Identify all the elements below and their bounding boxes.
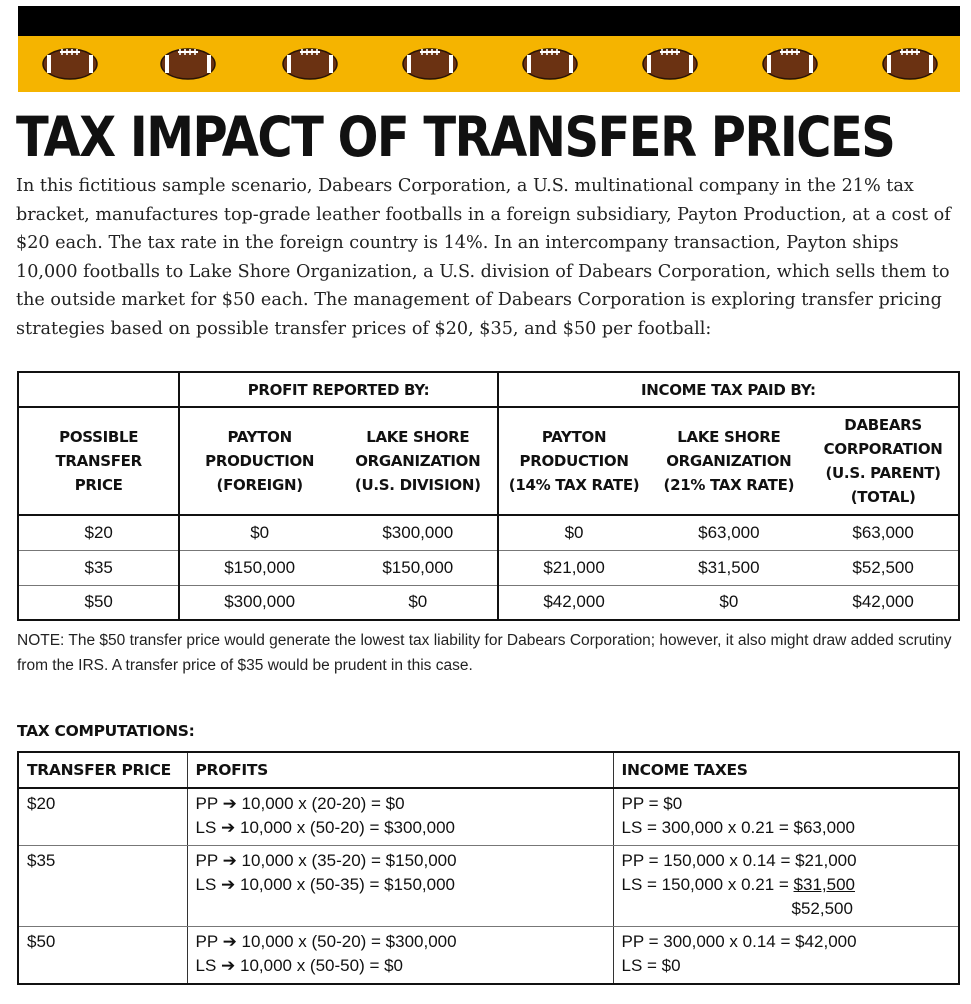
banner-black-strip xyxy=(18,6,960,36)
table-row: $20 $0 $300,000 $0 $63,000 $63,000 xyxy=(18,515,959,550)
football-icon xyxy=(158,44,218,84)
football-icon xyxy=(280,44,340,84)
col-header-transfer-price: POSSIBLE TRANSFER PRICE xyxy=(18,407,179,515)
football-icon xyxy=(760,44,820,84)
table-row: $20 PP ➔ 10,000 x (20-20) = $0 LS ➔ 10,000 x (50-20) = $300,000 PP = $0 LS = 300,000 x 0.21 = $63,000 xyxy=(18,788,959,846)
football-icon xyxy=(880,44,940,84)
col-header-dabears-total: DABEARS CORPORATION (U.S. PARENT) (TOTAL) xyxy=(808,407,959,515)
note-text: NOTE: The $50 transfer price would generate the lowest tax liability for Dabears Corporation; however, it also might draw added scrutiny from the IRS. A transfer price of $35 would be prudent in this case. xyxy=(17,632,952,674)
col-header-payton-tax: PAYTON PRODUCTION (14% TAX RATE) xyxy=(498,407,650,515)
football-icon xyxy=(40,44,100,84)
col-header-profits: PROFITS xyxy=(187,752,613,788)
football-icon xyxy=(400,44,460,84)
col-header-lake-shore-tax: LAKE SHORE ORGANIZATION (21% TAX RATE) xyxy=(649,407,808,515)
empty-group-cell xyxy=(18,372,179,407)
football-icon xyxy=(640,44,700,84)
table-row: $50 $300,000 $0 $42,000 $0 $42,000 xyxy=(18,585,959,620)
underlined-subtotal: $31,500 xyxy=(793,875,855,894)
table-row: $50 PP ➔ 10,000 x (50-20) = $300,000 LS ➔ 10,000 x (50-50) = $0 PP = 300,000 x 0.14 = $42,000 LS = $0 xyxy=(18,927,959,985)
intro-paragraph: In this fictitious sample scenario, Dabears Corporation, a U.S. multinational company in the 21% tax bracket, manufactures top-grade leather footballs in a foreign subsidiary, Payton Production, at a cost of $20 each. The tax rate in the foreign country is 14%. In an intercompany transaction, Payton ships 10,000 footballs to Lake Shore Organization, a U.S. division of Dabears Corporation, which sells them to the outside market for $50 each. The management of Dabears Corporation is exploring transfer pricing strategies based on possible transfer prices of $20, $35, and $50 per football: xyxy=(16,176,951,339)
table-row: $35 $150,000 $150,000 $21,000 $31,500 $52,500 xyxy=(18,550,959,585)
football-banner xyxy=(18,6,960,92)
tax-computations-heading: TAX COMPUTATIONS: xyxy=(17,722,195,740)
table-row: $35 PP ➔ 10,000 x (35-20) = $150,000 LS ➔ 10,000 x (50-35) = $150,000 PP = 150,000 x 0.14 = $21,000 LS = 150,000 x 0.21 = $31,500 $52,500 xyxy=(18,846,959,927)
col-header-income-taxes: INCOME TAXES xyxy=(613,752,959,788)
tax-computations-table xyxy=(17,751,960,985)
col-header-payton-profit: PAYTON PRODUCTION (FOREIGN) xyxy=(179,407,339,515)
total-tax-value: $52,500 xyxy=(791,899,853,918)
page-title: TAX IMPACT OF TRANSFER PRICES xyxy=(16,105,895,170)
transfer-price-impact-table xyxy=(17,371,960,621)
football-icon xyxy=(520,44,580,84)
col-header-transfer-price: TRANSFER PRICE xyxy=(18,752,187,788)
col-header-lake-shore-profit: LAKE SHORE ORGANIZATION (U.S. DIVISION) xyxy=(339,407,498,515)
banner-gold-strip xyxy=(18,36,960,92)
group-header-profit: PROFIT REPORTED BY: xyxy=(179,372,497,407)
group-header-income-tax: INCOME TAX PAID BY: xyxy=(498,372,959,407)
